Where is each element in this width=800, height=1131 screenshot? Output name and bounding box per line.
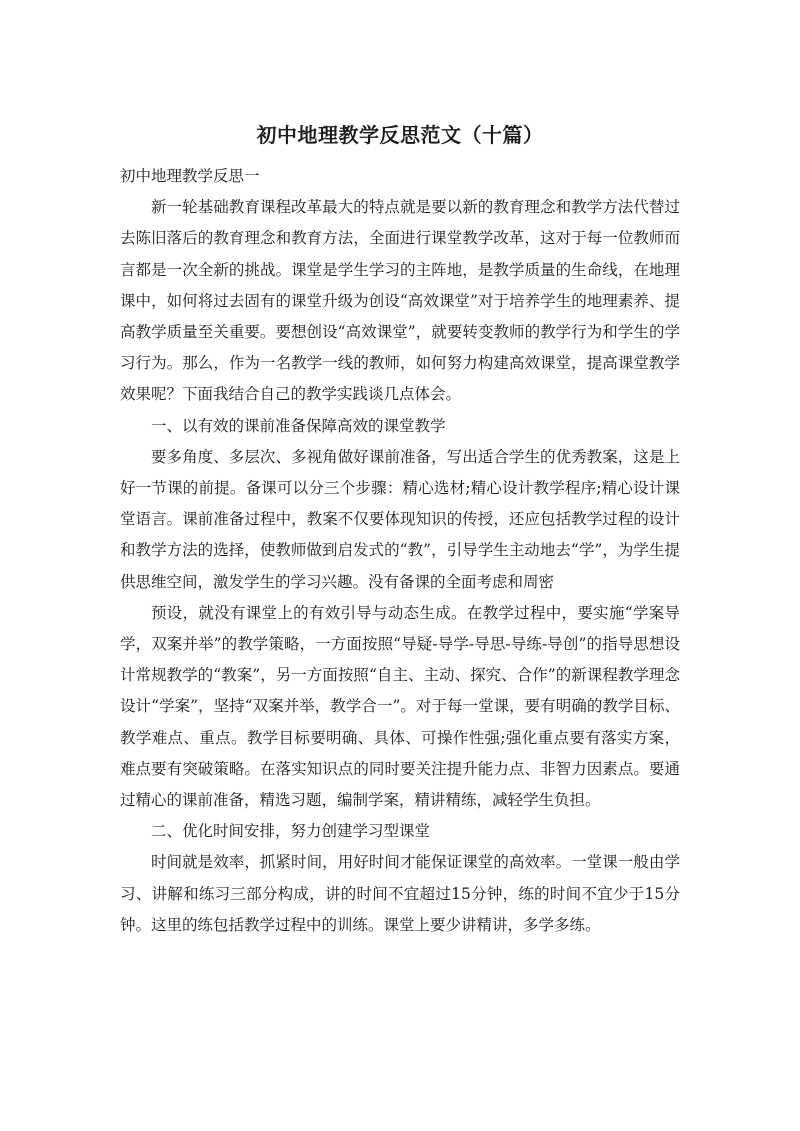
subsection-heading: 一、以有效的课前准备保障高效的课堂教学	[151, 416, 446, 435]
section-heading: 初中地理教学反思一	[120, 167, 260, 185]
document-body	[120, 161, 680, 941]
paragraph: 时间就是效率，抓紧时间，用好时间才能保证课堂的高效率。一堂课一般由学习、讲解和练习三部分构成，讲的时间不宜超过15分钟，练的时间不宜少于15分钟。这里的练包括教学过程中的训练。课堂上要少讲精讲，多学多练。	[120, 853, 680, 934]
paragraph: 要多角度、多层次、多视角做好课前准备，写出适合学生的优秀教案，这是上好一节课的前提。备课可以分三个步骤：精心选材;精心设计教学程序;精心设计课堂语言。课前准备过程中，教案不仅要体现知识的传授，还应包括教学过程的设计和教学方法的选择，使教师做到启发式的“教”，引导学生主动地去“学”，为学生提供思维空间，激发学生的学习兴趣。没有备课的全面考虑和周密	[120, 447, 680, 591]
paragraph: 新一轮基础教育课程改革最大的特点就是要以新的教育理念和教学方法代替过去陈旧落后的教育理念和教育方法，全面进行课堂教学改革，这对于每一位教师而言都是一次全新的挑战。课堂是学生学习的主阵地，是教学质量的生命线，在地理课中，如何将过去固有的课堂升级为创设“高效课堂”对于培养学生的地理素养、提高教学质量至关重要。要想创设“高效课堂”，就要转变教师的教学行为和学生的学习行为。那么，作为一名教学一线的教师，如何努力构建高效课堂，提高课堂教学效果呢？下面我结合自己的教学实践谈几点体会。	[120, 198, 680, 404]
subsection-heading: 二、优化时间安排，努力创建学习型课堂	[151, 822, 431, 841]
document-title: 初中地理教学反思范文（十篇）	[256, 123, 544, 147]
paragraph: 预设，就没有课堂上的有效引导与动态生成。在教学过程中，要实施“学案导学，双案并举”的教学策略，一方面按照“导疑-导学-导思-导练-导创”的指导思想设计常规教学的“教案”，另一方面按照“自主、主动、探究、合作”的新课程教学理念设计“学案”，坚持“双案并举，教学合一”。对于每一堂课，要有明确的教学目标、教学难点、重点。教学目标要明确、具体、可操作性强;强化重点要有落实方案，难点要有突破策略。在落实知识点的同时要关注提升能力点、非智力因素点。要通过精心的课前准备，精选习题，编制学案，精讲精练，减轻学生负担。	[120, 603, 680, 810]
